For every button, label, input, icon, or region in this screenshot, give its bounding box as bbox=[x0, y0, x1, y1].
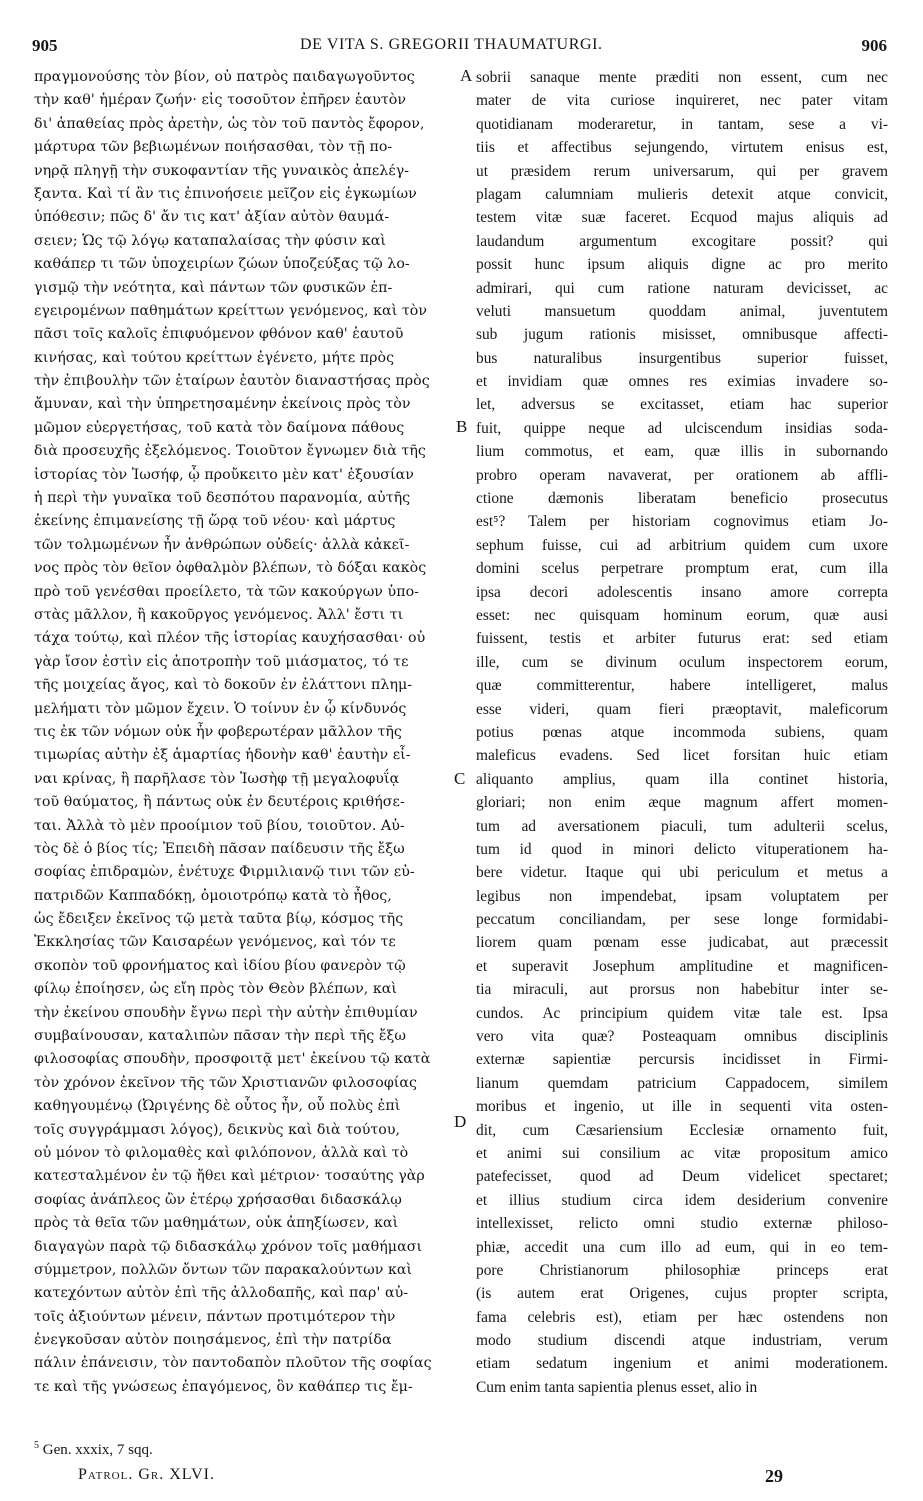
greek-text-line: ὑπόθεσιν; πῶς δ' ἄν τις κατ' ἀξίαν αὐτὸν θαυμά- bbox=[34, 209, 390, 226]
running-title: DE VITA S. GREGORII THAUMATURGI. bbox=[300, 36, 603, 53]
latin-text-line: phiæ, accedit una cum illo ad eum, qui in eo tem- bbox=[476, 1238, 888, 1256]
greek-text-line: τῆς μοιχείας ἄγος, καὶ τὸ δοκοῦν ἐν ἐλάττονι πλημ- bbox=[34, 677, 413, 694]
greek-text-line: μῶμον εὐεργετήσας, τοῦ κατὰ τὸν δαίμονα πάθους bbox=[34, 419, 405, 436]
greek-text-line: καθάπερ τι τῶν ὑποχειρίων ζώων ὑποζεύξας τῷ λο- bbox=[34, 256, 410, 273]
latin-text-line: moribus et ingenio, ut ille in sequenti vita osten- bbox=[476, 1098, 888, 1116]
latin-text-line: cundos. Ac principium quidem vitæ tale est. Ipsa bbox=[476, 1004, 888, 1022]
greek-text-line: ὡς ἔδειξεν ἐκεῖνος τῷ μετὰ ταῦτα βίῳ, κόσμος τῆς bbox=[34, 911, 404, 928]
running-header bbox=[0, 36, 923, 60]
greek-text-line: καθηγουμένῳ (Ὠριγένης δὲ οὗτος ἦν, οὗ πολὺς ἐπὶ bbox=[34, 1098, 401, 1115]
latin-text-line: fuissent, testis et arbiter futurus erat: sed etiam bbox=[476, 630, 888, 648]
greek-text-line: κατεσταλμένον ἐν τῷ ἤθει καὶ μέτριον· τοσαύτης γὰρ bbox=[34, 1168, 425, 1185]
greek-text-line: γισμῷ τὴν νεότητα, καὶ πάντων τῶν φυσικῶν ἐπ- bbox=[34, 279, 393, 296]
greek-text-line: σειεν; Ὡς τῷ λόγῳ καταπαλαίσας τὴν φύσιν καὶ bbox=[34, 232, 386, 249]
latin-text-line: fuit, quippe neque ad ulciscendum insidias soda- bbox=[476, 419, 888, 437]
latin-text-line: externæ sapientiæ percursis incidisset in Firmi- bbox=[476, 1051, 888, 1069]
latin-text-line: intellexisset, relicto omni studio externæ philoso- bbox=[476, 1215, 888, 1233]
latin-text-line: esset: nec quisquam hominum eorum, quæ ausi bbox=[476, 606, 888, 624]
latin-text-line: let, adversus se excitasset, etiam hac superior bbox=[476, 396, 888, 414]
latin-text-line: et superavit Josephum amplitudine et magnificen- bbox=[476, 957, 888, 975]
latin-text-line: plagam calumniam mulieris detexit atque convicit, bbox=[476, 185, 888, 203]
greek-text-line: ἡ περὶ τὴν γυναῖκα τοῦ δεσπότου παρανομία, αὐτῆς bbox=[34, 490, 411, 507]
latin-text-line: ipsa decori adolescentis insano amore correpta bbox=[476, 583, 888, 601]
greek-text-column bbox=[34, 66, 460, 1399]
latin-text-line: peccatum conciliandam, per sese longe formidabi- bbox=[476, 911, 888, 929]
greek-text-line: σύμμετρον, πολλῶν ὄντων τῶν παρακαλούντων καὶ bbox=[34, 1261, 413, 1278]
latin-text-line: liorem quam pœnam esse judicabat, aut præcessit bbox=[476, 934, 888, 952]
greek-text-line: σοφίας ἐπιδραμὼν, ἐνέτυχε Φιρμιλιανῷ τινι τῶν εὐ- bbox=[34, 864, 415, 881]
page-number-left: 905 bbox=[32, 36, 58, 55]
latin-text-line: quotidianam moderaretur, in tantam, sese a vi- bbox=[476, 115, 888, 133]
greek-text-line: νος πρὸς τὸν θεῖον ὀφθαλμὸν βλέπων, τὸ δόξαι κακὸς bbox=[34, 560, 427, 577]
latin-text-line: bere videtur. Itaque qui ubi periculum et metus a bbox=[476, 864, 888, 882]
latin-text-line: et animi sui consilium ac vitæ propositum amico bbox=[476, 1144, 888, 1162]
footnote bbox=[34, 1440, 153, 1459]
latin-text-line: vero vita quæ? Posteaquam omnibus disciplinis bbox=[476, 1028, 888, 1046]
greek-text-line: ἐνεγκοῦσαν αὐτὸν ποιησάμενος, ἐπὶ τὴν πατρίδα bbox=[34, 1332, 392, 1349]
latin-text-line: mater de vita curiose inquireret, nec pater vitam bbox=[476, 92, 888, 110]
latin-text-line: dit, cum Cæsariensium Ecclesiæ ornamento fuit, bbox=[476, 1121, 888, 1139]
footnote-text: Gen. xxxix, 7 sqq. bbox=[42, 1442, 153, 1458]
latin-text-line: et invidiam quæ omnes res eximias invadere so- bbox=[476, 373, 888, 391]
greek-text-line: κατεχόντων αὐτὸν ἐπὶ τῆς ἀλλοδαπῆς, καὶ παρ' αὐ- bbox=[34, 1285, 409, 1302]
latin-text-column bbox=[476, 66, 888, 1399]
greek-text-line: τάχα τούτῳ, καὶ πλέον τῆς ἱστορίας καυχήσασθαι· οὐ bbox=[34, 630, 426, 647]
latin-text-line: patefecisset, quod ad Deum videlicet spectaret; bbox=[476, 1168, 888, 1186]
greek-text-line: διὰ προσευχῆς ἐξελόμενος. Τοιοῦτον ἔγνωμεν διὰ τῆς bbox=[34, 443, 426, 460]
section-marker-d: D bbox=[454, 1112, 467, 1131]
latin-text-line: admirari, qui cum ratione naturam devicisset, ac bbox=[476, 279, 888, 297]
greek-text-line: φίλῳ ἐποίησεν, ὡς εἴη πρὸς τὸν Θεὸν βλέπων, καὶ bbox=[34, 981, 398, 998]
latin-text-line: legibus non impendebat, ipsam voluptatem per bbox=[476, 887, 888, 905]
latin-text-line: probro operam navaverat, per orationem ab affli- bbox=[476, 466, 888, 484]
latin-text-line: tum ad aversationem piaculi, tum adulterii scelus, bbox=[476, 817, 888, 835]
greek-text-line: μάρτυρα τῶν βεβιωμένων ποιήσασθαι, τὸν τῇ πο- bbox=[34, 139, 393, 156]
latin-text-line: testem vitæ suæ faceret. Ecquod majus aliquis ad bbox=[476, 209, 888, 227]
latin-text-line: tum id quod in minori delicto vituperationem ha- bbox=[476, 840, 888, 858]
greek-text-line: πρὸς τὰ θεῖα τῶν μαθημάτων, οὐκ ἀπηξίωσεν, καὶ bbox=[34, 1215, 399, 1232]
latin-text-line: (is autem erat Origenes, cujus propter scripta, bbox=[476, 1285, 888, 1303]
greek-text-line: τις ἐκ τῶν νόμων οὐκ ἦν φοβερωτέραν μᾶλλον τῆς bbox=[34, 723, 402, 740]
latin-text-line: pore Christianorum philosophiæ princeps erat bbox=[476, 1261, 888, 1279]
greek-text-line: ναι κρίνας, ἢ παρῆλασε τὸν Ἰωσὴφ τῇ μεγαλοφυΐᾳ bbox=[34, 770, 400, 787]
signature-line: Patrol. Gr. XLVI. bbox=[78, 1466, 215, 1483]
greek-text-line: πρὸ τοῦ γενέσθαι προείλετο, τὰ τῶν κακούργων ὑπο- bbox=[34, 583, 420, 600]
greek-text-line: τοῖς συγγράμμασι λόγος), δεικνὺς καὶ διὰ τούτου, bbox=[34, 1121, 401, 1138]
greek-text-line: γὰρ ἴσον ἐστὶν εἰς ἀποτροπὴν τοῦ μιάσματος, τό τε bbox=[34, 653, 409, 670]
latin-text-line: sephum fuisse, cui ad arbitrium quidem cum uxore bbox=[476, 536, 888, 554]
latin-text-line: tiis et affectibus sejungendo, virtutem enisus est, bbox=[476, 139, 888, 157]
latin-text-line: laudandum argumentum excogitare possit? qui bbox=[476, 232, 888, 250]
latin-text-line: bus naturalibus insurgentibus superior fuisset, bbox=[476, 349, 888, 367]
latin-text-line: ille, cum se divinum oculum inspectorem eorum, bbox=[476, 653, 888, 671]
latin-text-line: possit hunc ipsum aliquis digne ac pro merito bbox=[476, 256, 888, 274]
section-marker-b: B bbox=[456, 417, 468, 436]
greek-text-line: πατριδῶν Καππαδόκῃ, ὁμοιοτρόπῳ κατὰ τὸ ἦθος, bbox=[34, 887, 392, 904]
greek-text-line: μελήματι τὸν μῶμον ἔχειν. Ὁ τοίνυν ἐν ᾧ κίνδυνός bbox=[34, 700, 407, 717]
latin-text-line: etiam sedatum ingenium et animi moderationem. bbox=[476, 1355, 888, 1373]
latin-text-line: tia miraculi, aut prorsus non habebitur inter se- bbox=[476, 981, 888, 999]
greek-text-line: δι' ἀπαθείας πρὸς ἀρετὴν, ὡς τὸν τοῦ παντὸς ἔφορον, bbox=[34, 115, 425, 132]
greek-text-line: τὸς δὲ ὁ βίος τίς; Ἐπειδὴ πᾶσαν παίδευσιν τῆς ἔξω bbox=[34, 840, 405, 857]
greek-text-line: πραγμονούσης τὸν βίον, οὐ πατρὸς παιδαγωγοῦντος bbox=[34, 69, 415, 85]
greek-text-line: τιμωρίας αὐτὴν ἐξ ἁμαρτίας ἡδονὴν καθ' ἑαυτὴν εἶ- bbox=[34, 747, 411, 764]
latin-text-line: ut præsidem rerum universarum, qui per gravem bbox=[476, 162, 888, 180]
latin-text-line: potius pœnas atque incommoda subiens, quam bbox=[476, 723, 888, 741]
greek-text-line: συμβαίνουσαν, καταλιπὼν πᾶσαν τὴν περὶ τῆς ἔξω bbox=[34, 1028, 407, 1045]
greek-text-line: τῶν τολμωμένων ἦν ἀνθρώπων οὐδείς· ἀλλὰ κἀκεῖ- bbox=[34, 536, 410, 553]
latin-text-line: veluti mansuetum quoddam animal, juventutem bbox=[476, 302, 888, 320]
greek-text-line: κινήσας, καὶ τούτου κρείττων ἐγένετο, μήτε πρὸς bbox=[34, 349, 395, 366]
latin-text-line: est⁵? Talem per historiam cognovimus etiam Jo- bbox=[476, 513, 888, 531]
latin-text-line: ctione dæmonis liberatam beneficio prosecutus bbox=[476, 490, 888, 508]
greek-text-line: ται. Ἀλλὰ τὸ μὲν προοίμιον τοῦ βίου, τοιοῦτον. Αὐ- bbox=[34, 817, 405, 834]
greek-text-line: φιλοσοφίας σπουδὴν, προσφοιτᾷ μετ' ἐκείνου τῷ κατὰ bbox=[34, 1051, 431, 1068]
latin-text-line: Cum enim tanta sapientia plenus esset, alio in bbox=[476, 1378, 758, 1396]
greek-text-line: στὰς μᾶλλον, ἢ κακοῦργος γενόμενος. Ἀλλ' ἔστι τι bbox=[34, 606, 404, 623]
latin-text-line: gloriari; non enim æque magnum affert momen- bbox=[476, 794, 888, 812]
latin-text-line: quæ committerentur, habere intelligeret, malus bbox=[476, 677, 888, 695]
greek-text-line: σοφίας ἀνάπλεος ὢν ἑτέρῳ χρήσασθαι διδασκάλῳ bbox=[34, 1191, 402, 1208]
greek-text-line: τὴν καθ' ἡμέραν ζωήν· εἰς τοσοῦτον ἐπῆρεν ἑαυτὸν bbox=[34, 92, 407, 109]
greek-text-line: ξαντα. Καὶ τί ἂν τις ἐπινοήσειε μεῖζον εἰς ἐγκωμίων bbox=[34, 185, 417, 202]
latin-text-line: et illius studium circa idem desiderium convenire bbox=[476, 1191, 888, 1209]
greek-text-line: τοῖς ἀξιούντων μένειν, πάντων προτιμότερον τὴν bbox=[34, 1308, 396, 1325]
greek-text-line: τοῦ θαύματος, ἢ πάντως οὐκ ἐν δευτέροις κριθήσε- bbox=[34, 794, 405, 811]
latin-text-line: lium commotus, et eam, quæ illis in subornando bbox=[476, 443, 888, 461]
greek-text-line: τὸν χρόνον ἐκεῖνον τῆς τῶν Χριστιανῶν φιλοσοφίας bbox=[34, 1074, 418, 1091]
greek-text-line: πάλιν ἐπάνεισιν, τὸν παντοδαπὸν πλοῦτον τῆς σοφίας bbox=[34, 1355, 432, 1372]
section-marker-c: C bbox=[454, 769, 466, 788]
greek-text-line: πᾶσι τοῖς καλοῖς ἐπιφυόμενον φθόνον καθ' ἑαυτοῦ bbox=[34, 326, 404, 343]
greek-text-line: τε καὶ τῆς γνώσεως ἐπαγόμενος, ὃν καθάπερ τις ἔμ- bbox=[34, 1378, 413, 1395]
latin-text-line: maleficus evadens. Sed licet forsitan huic etiam bbox=[476, 747, 888, 765]
latin-text-line: aliquanto amplius, quam illa continet historia, bbox=[476, 770, 888, 788]
latin-text-line: modo studium discendi atque industriam, verum bbox=[476, 1332, 888, 1350]
greek-text-line: ἱστορίας τὸν Ἰωσήφ, ᾧ προὔκειτο μὲν κατ' ἐξουσίαν bbox=[34, 466, 414, 483]
greek-text-line: ἐκείνης ἐπιμανείσης τῇ ὥρᾳ τοῦ νέου· καὶ μάρτυς bbox=[34, 513, 396, 530]
greek-text-line: ἄμυναν, καὶ τὴν ὑπηρετησαμένην ἐκείνοις πρὸς τὸν bbox=[34, 396, 411, 413]
latin-text-line: sobrii sanaque mente præditi non essent, cum nec bbox=[476, 69, 888, 86]
latin-text-line: domini scelus perpetrare promptum erat, cum illa bbox=[476, 560, 888, 578]
latin-text-line: esse videri, quam fieri præoptavit, maleficorum bbox=[476, 700, 888, 718]
section-marker-a: A bbox=[460, 66, 473, 85]
greek-text-line: τὴν ἐκείνου σπουδὴν ἔγνω περὶ τὴν αὐτὴν ἐπιθυμίαν bbox=[34, 1004, 418, 1021]
greek-text-line: εγειρομένων παθημάτων κρείττων γενόμενος, καὶ τὸν bbox=[34, 302, 428, 319]
latin-text-line: fama celebris est), etiam per hæc ostendens non bbox=[476, 1308, 888, 1326]
greek-text-line: Ἐκκλησίας τῶν Καισαρέων γενόμενος, καὶ τόν τε bbox=[34, 934, 396, 951]
latin-text-line: lianum quemdam patricium Cappadocem, similem bbox=[476, 1074, 888, 1092]
greek-text-line: νηρᾷ πληγῇ τὴν συκοφαντίαν τῆς γυναικὸς ἀπελέγ- bbox=[34, 162, 410, 179]
latin-text-line: sub jugum rationis misisset, omnibusque affecti- bbox=[476, 326, 888, 344]
greek-text-line: τὴν ἐπιβουλὴν τῶν ἑταίρων ἑαυτὸν διαναστήσας πρὸς bbox=[34, 373, 430, 390]
page-number-right: 906 bbox=[861, 36, 887, 55]
greek-text-line: οὐ μόνον τὸ φιλομαθὲς καὶ φιλόπονον, ἀλλὰ καὶ τὸ bbox=[34, 1144, 409, 1161]
greek-text-line: σκοπὸν τοῦ φρονήματος καὶ ἰδίου βίου φανερὸν τῷ bbox=[34, 957, 406, 974]
signature-number: 29 bbox=[765, 1466, 783, 1486]
greek-text-line: διαγαγὼν παρὰ τῷ διδασκάλῳ χρόνον τοῖς μαθήμασι bbox=[34, 1238, 423, 1255]
footnote-mark: 5 bbox=[34, 1440, 39, 1451]
